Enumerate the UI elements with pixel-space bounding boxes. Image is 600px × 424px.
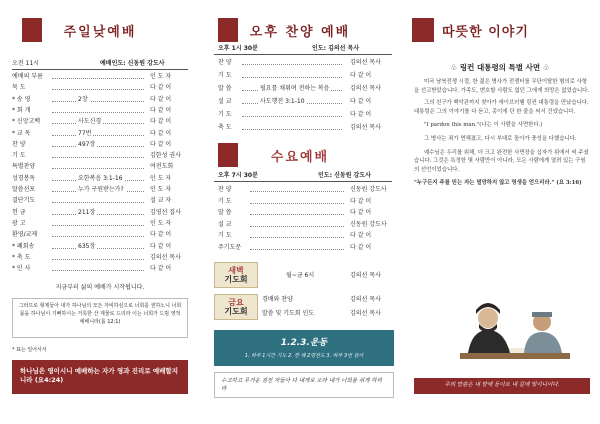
order-item: * 송 영 <box>12 95 31 103</box>
sunday-verse-box <box>12 360 188 394</box>
order-who: 다 같 이 <box>150 265 172 273</box>
order-item: 설 교 <box>218 98 232 105</box>
sunday-order-row <box>0 128 200 139</box>
sunday-note-box <box>12 298 188 338</box>
movement-box <box>214 330 394 366</box>
wednesday-worship-header <box>200 143 400 167</box>
dawn-label-line1: 새벽 <box>228 266 244 275</box>
leader-dots <box>52 94 144 102</box>
friday-leader-1: 김의선 목사 <box>350 296 381 303</box>
afternoon-info-row <box>200 43 400 54</box>
sunday-info-row <box>0 58 200 69</box>
order-item: 말씀선포 <box>12 186 36 193</box>
order-who: 김의선 목사 <box>350 59 381 66</box>
afternoon-order-row <box>200 57 400 68</box>
leader-dots <box>250 196 344 204</box>
order-item: 기 도 <box>218 197 232 205</box>
order-who: 인 도 자 <box>150 219 172 227</box>
order-detail: 211장 <box>78 208 96 216</box>
header-accent-bar <box>22 18 42 42</box>
order-item: 헌 금 <box>12 208 26 216</box>
leader-dots <box>250 184 344 192</box>
order-item: * 폐회송 <box>12 242 35 250</box>
afternoon-column <box>200 0 400 424</box>
leader-dots <box>52 241 144 249</box>
order-item: 예배의 부름 <box>12 73 43 80</box>
sunday-order-row <box>0 218 200 229</box>
sunday-order-row <box>0 150 200 161</box>
story-paragraph-4: 그 병사는 죄가 면해졌고, 다시 부대로 돌아가 충성을 다했습니다. <box>424 135 577 142</box>
leader-dots <box>52 105 144 113</box>
story-paragraph-6: "누구든지 주를 믿는 자는 멸망하지 않고 영생을 얻으리라." (요 3:16) <box>414 180 582 187</box>
dawn-time: 월~금 6시 <box>286 272 315 279</box>
soldier-cap <box>532 312 552 317</box>
order-item: * 교 독 <box>12 129 31 137</box>
afternoon-worship-title: 오후 찬양 예배 <box>249 24 351 40</box>
story-caption-box <box>414 378 590 394</box>
sunday-time: 오전 11시 <box>12 60 39 67</box>
afternoon-worship-header <box>200 18 400 42</box>
order-detail: 사도행전 3:1-10 <box>260 98 305 105</box>
order-item: 찬 양 <box>12 140 26 148</box>
sunday-order-row <box>0 71 200 82</box>
afternoon-time: 오후 1시 30분 <box>218 45 258 52</box>
order-item: 찬 양 <box>218 186 232 193</box>
order-who: 다 같 이 <box>350 72 372 79</box>
movement-text: 1. 하루 1시간 기도 2. 한 해 2명전도 3. 하루 3번 감사 <box>244 353 364 359</box>
order-detail: 635장 <box>78 242 96 250</box>
order-who: 김의선 목사 <box>350 124 381 131</box>
movement-title: 1.2.3.운동 <box>280 338 328 348</box>
afternoon-leader: 인도: 김의선 목사 <box>312 45 360 52</box>
order-who: 김의선 목사 <box>350 85 381 92</box>
sunday-order-row <box>0 207 200 218</box>
order-detail: 77번 <box>78 129 92 137</box>
leader-dots <box>250 230 344 238</box>
order-item: * 회 개 <box>12 106 31 114</box>
story-title: 따뜻한 이야기 <box>442 24 529 40</box>
leader-dots <box>52 195 144 203</box>
leader-dots <box>52 71 144 79</box>
wednesday-order-row <box>200 196 400 207</box>
sunday-worship-title: 주일낮예배 <box>63 24 137 40</box>
desk-shape <box>460 353 570 359</box>
order-item: 기 도 <box>218 72 232 79</box>
order-item: * 축 도 <box>12 253 31 261</box>
order-who: 김영선 집사 <box>150 208 181 216</box>
afternoon-order-row <box>200 83 400 94</box>
friday-row-2 <box>200 308 400 319</box>
friday-label-line1: 금요 <box>228 298 244 307</box>
leader-dots <box>250 207 344 215</box>
leader-dots <box>250 242 344 250</box>
leader-dots <box>52 263 144 271</box>
story-paragraph-5: 예수님은 우리를 위해, 더 크고 완전한 사면장을 십자가 위에서 써 주셨습니다. 그것은 특정한 몇 사람만이 아니라, 모든 사람에게 열려 있는 구원의 선언이었습니다. <box>414 149 589 173</box>
header-accent-bar <box>218 18 238 42</box>
order-item: 특별찬양 <box>12 163 36 171</box>
friday-leader-2: 김의선 목사 <box>350 310 381 317</box>
order-item: 말 씀 <box>218 209 232 216</box>
wednesday-divider <box>214 181 392 182</box>
order-who: 김한성 권사 <box>150 152 181 160</box>
order-who: 다 같 이 <box>350 232 372 239</box>
order-who: 다 같 이 <box>350 243 372 251</box>
leader-dots <box>52 229 144 237</box>
sunday-order-row <box>0 82 200 93</box>
order-item: * 신앙고백 <box>12 118 41 126</box>
wednesday-order-row <box>200 207 400 218</box>
leader-dots <box>52 150 144 158</box>
order-who: 다 같 이 <box>350 98 372 105</box>
order-detail: 필요를 채워며 전하는 복음 <box>260 85 330 92</box>
friday-item-2: 말씀 및 기도회 인도 <box>262 310 315 317</box>
order-who: 다 같 이 <box>150 140 172 148</box>
sunday-order-row <box>0 161 200 172</box>
sunday-order-row <box>0 241 200 252</box>
soldier-uniform <box>524 332 562 353</box>
wednesday-order-row <box>200 242 400 253</box>
sunday-divider <box>12 69 188 70</box>
wednesday-worship-title: 수요예배 <box>270 149 330 165</box>
story-header <box>400 18 600 42</box>
order-item: 기 도 <box>218 232 232 239</box>
order-who: 다 같 이 <box>350 197 372 205</box>
order-item: 결단기도 <box>12 197 36 205</box>
order-who: 김의선 목사 <box>150 253 181 261</box>
order-item: 성경봉독 <box>12 174 36 182</box>
lincoln-head <box>478 308 498 328</box>
leader-dots <box>242 109 342 117</box>
sunday-order-row <box>0 116 200 127</box>
story-paragraph-1: 미국 남북전쟁 시절, 한 젊은 병사가 전쟁터를 무단이탈한 혐의로 사형을 선고받았습니다. 가족도, 변호할 사람도 없던 그에게 희망은 없었습니다. <box>414 79 590 94</box>
sunday-order-row <box>0 252 200 263</box>
order-item: 환영/교제 <box>12 231 38 239</box>
wednesday-time: 오후 7시 30분 <box>218 172 258 179</box>
sunday-order-row <box>0 195 200 206</box>
sunday-order-row <box>0 173 200 184</box>
header-accent-bar <box>412 18 434 42</box>
lincoln-illustration <box>460 298 570 380</box>
sunday-worship-column <box>0 0 200 424</box>
wednesday-order-row <box>200 219 400 230</box>
dawn-label-line2: 기도회 <box>224 275 248 284</box>
leader-dots <box>52 139 144 147</box>
sunday-order-row <box>0 263 200 274</box>
order-item: 말 씀 <box>218 85 232 92</box>
quote-box <box>214 372 394 398</box>
story-caption: 주의 말씀은 내 발에 등이요 내 길에 빛이니이다. <box>444 382 560 388</box>
sunday-verse-text: 하나님은 영이시니 예배하는 자가 영과 진리로 예배할지니라 (요4:24) <box>20 367 178 384</box>
standing-footnote: * 표는 일어서서 <box>12 347 47 353</box>
order-who: 설 교 자 <box>150 197 172 205</box>
order-item: 축 도 <box>218 124 232 131</box>
order-detail: 누가 구원받는가? <box>78 186 124 193</box>
order-who: 다 같 이 <box>350 111 372 118</box>
afternoon-order-row <box>200 122 400 133</box>
order-item: 광 고 <box>12 219 26 227</box>
leader-dots <box>52 252 144 260</box>
sunday-note-title: 지금부터 삶의 예배가 시작됩니다. <box>55 284 145 291</box>
afternoon-order-row <box>200 109 400 120</box>
order-item: * 인 사 <box>12 265 31 273</box>
leader-dots <box>52 128 144 136</box>
order-who: 인 도 자 <box>150 73 172 80</box>
friday-item-1: 경배와 찬양 <box>262 296 293 303</box>
sunday-order-row <box>0 94 200 105</box>
order-item: 기 도 <box>218 111 232 118</box>
order-who: 다 같 이 <box>150 129 172 137</box>
order-who: 다 같 이 <box>150 118 172 126</box>
order-who: 다 같 이 <box>150 106 172 114</box>
leader-dots <box>52 82 144 90</box>
order-who: 신동원 강도사 <box>350 220 387 228</box>
order-who: 다 같 이 <box>150 242 172 250</box>
order-detail: 2장 <box>78 95 88 103</box>
story-paragraph-2: 그의 친구가 백악관까지 찾아가 에이브러햄 링컨 대통령을 만났습니다. 대통령은 그의 이야기를 다 듣고, 종이에 단 한 줄을 써서 건넸습니다. <box>414 100 589 115</box>
order-detail: 497장 <box>78 140 96 148</box>
wednesday-leader: 인도: 신동원 강도사 <box>318 172 371 179</box>
lincoln-coat <box>468 330 510 353</box>
leader-dots <box>242 70 342 78</box>
order-who: 여전도회 <box>150 163 174 171</box>
order-item: 묵 도 <box>12 84 26 92</box>
order-who: 다 같 이 <box>150 84 172 92</box>
friday-row-1 <box>200 294 400 305</box>
order-who: 인 도 자 <box>150 186 172 193</box>
leader-dots <box>52 207 144 215</box>
story-paragraph-3: "I pardon this man."(나는 이 사람을 사면한다.) <box>424 122 543 129</box>
sunday-order-row <box>0 139 200 150</box>
leader-dots <box>52 161 144 169</box>
order-who: 다 같 이 <box>150 95 172 103</box>
afternoon-divider <box>214 54 392 55</box>
leader-dots <box>242 122 342 130</box>
leader-dots <box>52 218 144 226</box>
afternoon-order-row <box>200 96 400 107</box>
afternoon-order-row <box>200 70 400 81</box>
order-who: 신동원 강도사 <box>350 186 387 193</box>
dawn-prayer-row <box>200 270 400 281</box>
order-detail: 요한복음 3:1-16 <box>78 174 123 182</box>
wednesday-order-row <box>200 230 400 241</box>
order-item: 설 교 <box>218 220 232 228</box>
sunday-note-text: 그러므로 형제들아 내가 하나님의 모든 자비하심으로 너희를 권하노니 너희 몸을 하나님이 기뻐하시는 거룩한 산 제물로 드리라 이는 너희가 드릴 영적 예배니라(롬 12:1) <box>18 303 182 325</box>
sunday-order-row <box>0 229 200 240</box>
story-subtitle: ♧ 링컨 대통령의 특별 사면 ♧ <box>450 63 550 72</box>
leader-dots <box>242 57 342 65</box>
story-body <box>414 78 590 188</box>
sunday-worship-header <box>0 18 200 42</box>
wednesday-order-row <box>200 184 400 195</box>
header-accent-bar <box>218 143 238 167</box>
quote-text: 수고하고 무거운 짐진 자들아 다 내게로 오라 내가 너희를 쉬게 하리라 <box>221 378 382 392</box>
order-who: 인 도 자 <box>150 174 172 182</box>
order-item: 주기도문 <box>218 243 242 251</box>
order-detail: 사도신경 <box>78 118 102 126</box>
order-who: 다 같 이 <box>350 209 372 216</box>
story-column <box>400 0 600 424</box>
sunday-leader: 예배인도: 신동원 강도사 <box>100 60 165 67</box>
friday-label-line2: 기도회 <box>224 307 248 316</box>
leader-dots <box>250 219 344 227</box>
order-item: 찬 양 <box>218 59 232 66</box>
sunday-order-row <box>0 105 200 116</box>
dawn-leader: 김의선 목사 <box>350 272 381 279</box>
wednesday-info-row <box>200 170 400 181</box>
order-item: 기 도 <box>12 152 26 160</box>
order-who: 다 같 이 <box>150 231 172 239</box>
sunday-order-row <box>0 184 200 195</box>
